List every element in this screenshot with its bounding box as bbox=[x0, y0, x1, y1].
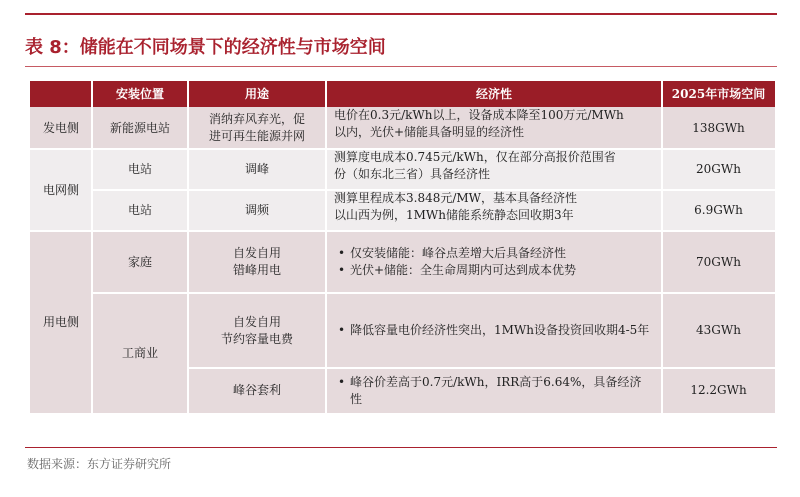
use-cell: 调峰 bbox=[188, 149, 326, 190]
bullet-list bbox=[334, 245, 576, 279]
grid-line bbox=[30, 148, 775, 150]
market-cell: 70GWh bbox=[662, 231, 775, 293]
group-consumer: 用电侧 bbox=[30, 231, 92, 413]
location-cell: 电站 bbox=[92, 149, 188, 190]
grid-line bbox=[30, 230, 775, 232]
market-cell: 20GWh bbox=[662, 149, 775, 190]
economics-cell bbox=[326, 149, 662, 190]
grid-line bbox=[661, 81, 663, 413]
header-location: 安装位置 bbox=[92, 81, 188, 107]
economics-table bbox=[30, 81, 775, 413]
header-use: 用途 bbox=[188, 81, 326, 107]
use-cell bbox=[188, 231, 326, 293]
group-grid: 电网侧 bbox=[30, 149, 92, 231]
economics-cell bbox=[326, 231, 662, 293]
use-cell bbox=[188, 107, 326, 149]
bullet-list bbox=[334, 322, 650, 339]
economics-cell bbox=[326, 107, 662, 149]
economics-cell bbox=[326, 368, 662, 413]
top-rule bbox=[25, 13, 777, 15]
economics-cell bbox=[326, 293, 662, 368]
grid-line bbox=[92, 189, 775, 191]
market-cell: 138GWh bbox=[662, 107, 775, 149]
economics-line: 电价在0.3元/kWh以上，设备成本降至100万元/MWh bbox=[334, 108, 624, 122]
bottom-rule bbox=[25, 447, 777, 448]
economics-line: 测算里程成本3.848元/MW，基本具备经济性 bbox=[334, 191, 578, 205]
market-cell: 12.2GWh bbox=[662, 368, 775, 413]
economics-cell bbox=[326, 190, 662, 231]
bullet-item: • 峰谷价差高于0.7元/kWh，IRR高于6.64%，具备经济性 bbox=[350, 374, 650, 408]
bullet-item: • 降低容量电价经济性突出，1MWh设备投资回收期4-5年 bbox=[350, 322, 650, 339]
location-cell: 家庭 bbox=[92, 231, 188, 293]
bullet-list bbox=[334, 374, 650, 408]
header-economics: 经济性 bbox=[326, 81, 662, 107]
grid-line bbox=[91, 81, 93, 413]
grid-line bbox=[325, 81, 327, 413]
header-corner bbox=[30, 81, 92, 107]
use-cell bbox=[188, 293, 326, 368]
grid-line bbox=[187, 81, 189, 413]
header-market: 2025年市场空间 bbox=[662, 81, 775, 107]
use-line: 消纳弃风弃光，促 bbox=[208, 112, 305, 126]
use-line: 自发自用 bbox=[232, 246, 281, 260]
economics-line: 份（如东北三省）具备经济性 bbox=[334, 167, 491, 181]
economics-line: 以内，光伏+储能具备明显的经济性 bbox=[334, 125, 525, 139]
table-title: 表 8：储能在不同场景下的经济性与市场空间 bbox=[25, 37, 386, 58]
bullet-item: • 光伏+储能：全生命周期内可达到成本优势 bbox=[350, 262, 576, 279]
source-note: 数据来源：东方证券研究所 bbox=[27, 457, 172, 471]
economics-line: 测算度电成本0.745元/kWh，仅在部分高报价范围省 bbox=[334, 150, 616, 164]
market-cell: 6.9GWh bbox=[662, 190, 775, 231]
grid-line bbox=[188, 367, 775, 369]
use-cell: 峰谷套利 bbox=[188, 368, 326, 413]
use-line: 错峰用电 bbox=[232, 263, 281, 277]
market-cell: 43GWh bbox=[662, 293, 775, 368]
use-line: 进可再生能源并网 bbox=[208, 129, 305, 143]
use-line: 节约容量电费 bbox=[220, 331, 293, 346]
economics-line: 以山西为例，1MWh储能系统静态回收期3年 bbox=[334, 208, 574, 222]
use-cell: 调频 bbox=[188, 190, 326, 231]
bullet-item: • 仅安装储能：峰谷点差增大后具备经济性 bbox=[350, 245, 576, 262]
title-rule bbox=[25, 66, 777, 67]
use-line: 自发自用 bbox=[232, 314, 281, 329]
location-cell: 新能源电站 bbox=[92, 107, 188, 149]
location-cell: 工商业 bbox=[92, 293, 188, 413]
grid-line bbox=[92, 292, 775, 294]
group-generation: 发电侧 bbox=[30, 107, 92, 149]
location-cell: 电站 bbox=[92, 190, 188, 231]
